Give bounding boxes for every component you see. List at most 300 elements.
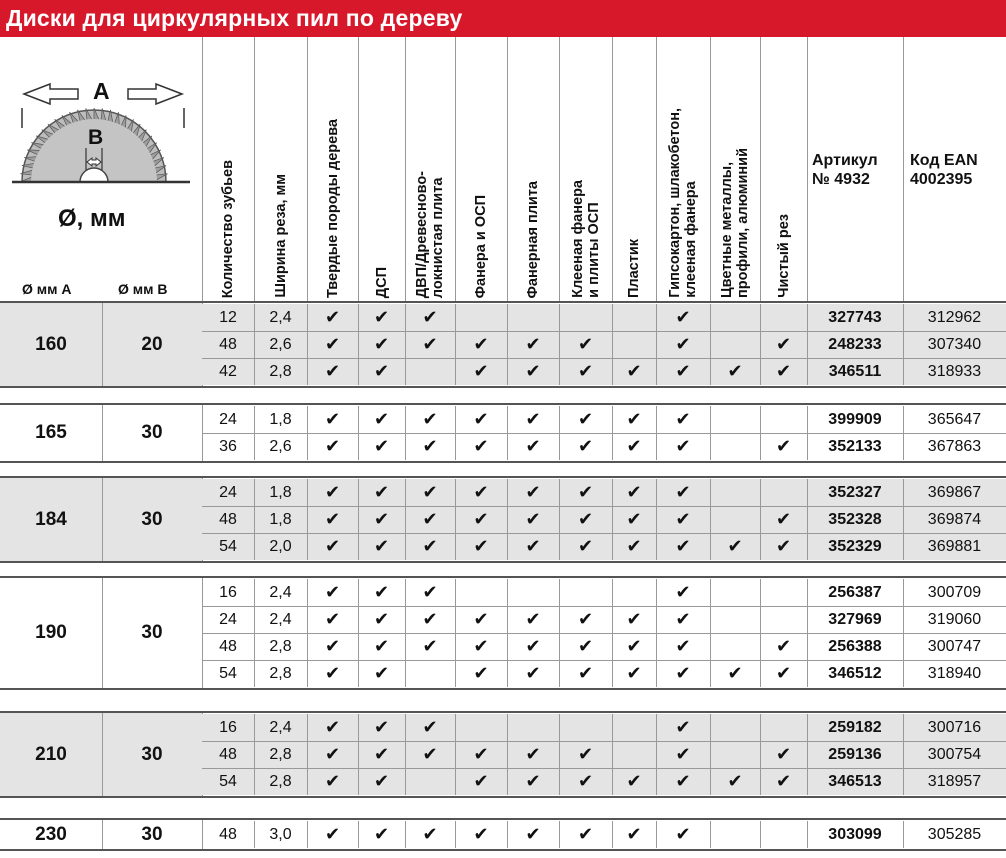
mark-cell-chipboard: ✔ bbox=[358, 533, 405, 560]
table-row bbox=[0, 304, 1006, 331]
cell-divider bbox=[307, 433, 308, 460]
cell-divider bbox=[760, 660, 761, 687]
mark-cell-nonferrous: ✔ bbox=[710, 768, 760, 795]
cell-divider bbox=[760, 479, 761, 506]
page-title: Диски для циркулярных пил по дереву bbox=[0, 0, 1006, 37]
cell-divider bbox=[612, 821, 613, 848]
mark-cell-clean-cut: ✔ bbox=[760, 533, 807, 560]
width-cell: 2,6 bbox=[254, 331, 307, 358]
mark-cell-chipboard: ✔ bbox=[373, 636, 390, 656]
cell-divider bbox=[254, 331, 255, 358]
diameter-label: Ø, мм bbox=[58, 205, 126, 232]
header-plywood-osb bbox=[455, 40, 507, 298]
saw-tooth bbox=[48, 227, 55, 240]
ean-cell: 318957 bbox=[903, 768, 1006, 795]
article-cell: 399909 bbox=[828, 410, 882, 428]
mark-cell-chipboard: ✔ bbox=[373, 824, 390, 844]
row-divider bbox=[202, 533, 1006, 534]
table-row bbox=[0, 821, 1006, 848]
mark-cell-plywood-osb bbox=[455, 304, 507, 331]
cell-divider bbox=[807, 660, 808, 687]
cell-divider bbox=[760, 533, 761, 560]
cell-divider bbox=[656, 533, 657, 560]
mark-cell-hardwood: ✔ bbox=[324, 436, 341, 456]
ean-cell: 300754 bbox=[903, 741, 1006, 768]
mark-cell-glued-plywood bbox=[559, 579, 612, 606]
mark-cell-plasterboard: ✔ bbox=[675, 409, 691, 429]
cell-divider bbox=[358, 606, 359, 633]
saw-tooth bbox=[147, 209, 160, 214]
mark-cell-plasterboard: ✔ bbox=[656, 331, 710, 358]
cell-divider bbox=[710, 331, 711, 358]
saw-tooth bbox=[144, 215, 157, 221]
mark-cell-plasterboard: ✔ bbox=[675, 436, 691, 456]
cell-divider bbox=[559, 358, 560, 385]
cell-divider bbox=[760, 406, 761, 433]
mark-cell-plywood-osb: ✔ bbox=[455, 533, 507, 560]
header-divider bbox=[507, 37, 508, 301]
cell-divider bbox=[307, 304, 308, 331]
header-divider bbox=[559, 37, 560, 301]
cell-divider bbox=[656, 714, 657, 741]
cell-divider bbox=[903, 358, 904, 385]
mark-cell-nonferrous bbox=[710, 606, 760, 633]
mark-cell-glued-plywood: ✔ bbox=[577, 663, 594, 683]
cell-divider bbox=[559, 533, 560, 560]
header-divider bbox=[807, 37, 808, 301]
col-a-header: Ø мм A bbox=[22, 281, 72, 297]
cell-divider bbox=[307, 406, 308, 433]
cell-divider bbox=[760, 714, 761, 741]
article-cell: 259136 bbox=[807, 741, 903, 768]
mark-cell-glued-plywood bbox=[559, 714, 612, 741]
mark-cell-clean-cut bbox=[760, 714, 807, 741]
table-row bbox=[0, 331, 1006, 358]
cell-divider bbox=[358, 768, 359, 795]
width-cell: 2,4 bbox=[269, 583, 292, 601]
header-divider bbox=[612, 37, 613, 301]
teeth-cell: 54 bbox=[219, 664, 237, 682]
ean-cell: 369867 bbox=[903, 479, 1006, 506]
cell-divider bbox=[455, 821, 456, 848]
cell-divider bbox=[656, 821, 657, 848]
cell-divider bbox=[455, 741, 456, 768]
table-row bbox=[0, 768, 1006, 795]
cell-divider bbox=[612, 606, 613, 633]
group-bottom-rule bbox=[0, 461, 1006, 463]
mark-cell-hardwood: ✔ bbox=[324, 409, 341, 429]
saw-tooth bbox=[69, 239, 74, 240]
cell-divider bbox=[455, 606, 456, 633]
cell-divider bbox=[807, 433, 808, 460]
cell-divider bbox=[903, 714, 904, 741]
table-row bbox=[0, 506, 1006, 533]
header-glued-plywood bbox=[559, 40, 612, 298]
mark-cell-glued-plywood: ✔ bbox=[577, 609, 594, 629]
teeth-cell: 24 bbox=[219, 410, 237, 428]
mark-cell-plywood-osb bbox=[455, 579, 507, 606]
cell-divider bbox=[455, 331, 456, 358]
mark-cell-plastic: ✔ bbox=[612, 506, 656, 533]
diameter-b-value: 20 bbox=[102, 303, 202, 386]
width-cell: 2,8 bbox=[254, 358, 307, 385]
size-group bbox=[0, 476, 1006, 563]
mark-cell-chipboard: ✔ bbox=[358, 506, 405, 533]
header-clean-cut bbox=[760, 40, 807, 298]
header-divider bbox=[710, 37, 711, 301]
mark-cell-plywood-plate bbox=[507, 579, 559, 606]
mark-cell-hardwood: ✔ bbox=[324, 636, 341, 656]
cell-divider bbox=[358, 579, 359, 606]
table-row bbox=[0, 606, 1006, 633]
cell-divider bbox=[507, 606, 508, 633]
mark-cell-clean-cut: ✔ bbox=[760, 741, 807, 768]
cell-divider bbox=[807, 304, 808, 331]
mark-cell-plywood-osb bbox=[455, 714, 507, 741]
group-bottom-rule bbox=[0, 849, 1006, 851]
mark-cell-plasterboard: ✔ bbox=[675, 636, 691, 656]
cell-divider bbox=[760, 506, 761, 533]
mark-cell-glued-plywood bbox=[559, 304, 612, 331]
saw-tooth bbox=[31, 210, 41, 221]
mark-cell-plywood-plate: ✔ bbox=[525, 663, 541, 683]
cell-divider bbox=[710, 821, 711, 848]
header-glued-plywood-text: Клееная фанера и плиты ОСП bbox=[569, 180, 602, 298]
mark-cell-nonferrous bbox=[710, 506, 760, 533]
cell-divider bbox=[760, 358, 761, 385]
cell-divider bbox=[612, 579, 613, 606]
cell-divider bbox=[760, 768, 761, 795]
mark-cell-chipboard: ✔ bbox=[358, 768, 405, 795]
article-cell: 352328 bbox=[807, 506, 903, 533]
diameter-a-value: 230 bbox=[35, 823, 67, 845]
cell-divider bbox=[358, 821, 359, 848]
cell-divider bbox=[807, 741, 808, 768]
cell-divider bbox=[559, 768, 560, 795]
mark-cell-plywood-osb: ✔ bbox=[473, 609, 489, 629]
mark-cell-clean-cut: ✔ bbox=[760, 331, 807, 358]
mark-cell-glued-plywood: ✔ bbox=[559, 331, 612, 358]
cell-divider bbox=[405, 579, 406, 606]
mark-cell-plywood-plate: ✔ bbox=[507, 479, 559, 506]
cell-divider bbox=[507, 821, 508, 848]
table-row bbox=[0, 533, 1006, 560]
header-divider bbox=[358, 37, 359, 301]
cell-divider bbox=[507, 741, 508, 768]
teeth-cell: 54 bbox=[202, 768, 254, 795]
cell-divider bbox=[559, 579, 560, 606]
cell-divider bbox=[807, 358, 808, 385]
cell-divider bbox=[807, 821, 808, 848]
header-divider bbox=[656, 37, 657, 301]
mark-cell-nonferrous bbox=[710, 304, 760, 331]
mark-cell-plasterboard: ✔ bbox=[656, 741, 710, 768]
ean-cell: 318940 bbox=[927, 664, 982, 682]
mark-cell-plywood-plate: ✔ bbox=[507, 331, 559, 358]
mark-cell-fiberboard: ✔ bbox=[422, 636, 438, 656]
article-cell: 346513 bbox=[807, 768, 903, 795]
ean-header bbox=[910, 151, 978, 189]
cell-divider bbox=[710, 741, 711, 768]
mark-cell-plastic: ✔ bbox=[626, 663, 642, 683]
mark-cell-hardwood: ✔ bbox=[307, 331, 358, 358]
width-cell: 2,8 bbox=[254, 768, 307, 795]
header-plywood-plate bbox=[507, 40, 559, 298]
diagram-label-a: A bbox=[93, 78, 110, 104]
article-cell: 256387 bbox=[828, 583, 882, 601]
cell-divider bbox=[612, 433, 613, 460]
cell-divider bbox=[656, 406, 657, 433]
cell-divider bbox=[656, 304, 657, 331]
cell-divider bbox=[455, 358, 456, 385]
header-plasterboard bbox=[656, 40, 710, 298]
saw-tooth bbox=[151, 202, 164, 207]
col-b-header: Ø мм B bbox=[118, 281, 168, 297]
cell-divider bbox=[254, 606, 255, 633]
mark-cell-nonferrous: ✔ bbox=[710, 533, 760, 560]
cell-divider bbox=[254, 506, 255, 533]
cell-divider bbox=[612, 506, 613, 533]
teeth-cell: 48 bbox=[202, 741, 254, 768]
teeth-cell: 16 bbox=[219, 583, 237, 601]
cell-divider bbox=[710, 633, 711, 660]
cell-divider bbox=[656, 331, 657, 358]
mark-cell-chipboard: ✔ bbox=[373, 436, 390, 456]
mark-cell-plasterboard: ✔ bbox=[675, 663, 691, 683]
cell-divider bbox=[254, 533, 255, 560]
cell-divider bbox=[307, 331, 308, 358]
cell-divider bbox=[612, 633, 613, 660]
mark-cell-plywood-osb: ✔ bbox=[473, 436, 489, 456]
cell-divider bbox=[612, 331, 613, 358]
diameter-b-value: 30 bbox=[141, 823, 163, 845]
mark-cell-fiberboard bbox=[405, 660, 455, 687]
cell-divider bbox=[559, 433, 560, 460]
cell-divider bbox=[358, 633, 359, 660]
mark-cell-plasterboard: ✔ bbox=[656, 768, 710, 795]
diameter-a-value: 184 bbox=[0, 478, 102, 561]
cell-divider bbox=[903, 433, 904, 460]
table-row bbox=[0, 741, 1006, 768]
mark-cell-fiberboard: ✔ bbox=[405, 714, 455, 741]
cell-divider bbox=[254, 358, 255, 385]
cell-divider bbox=[254, 406, 255, 433]
teeth-cell: 42 bbox=[202, 358, 254, 385]
cell-divider bbox=[903, 579, 904, 606]
mark-cell-clean-cut: ✔ bbox=[775, 436, 792, 456]
mark-cell-glued-plywood: ✔ bbox=[559, 479, 612, 506]
mark-cell-fiberboard: ✔ bbox=[405, 533, 455, 560]
mark-cell-clean-cut: ✔ bbox=[760, 358, 807, 385]
mark-cell-plywood-osb: ✔ bbox=[455, 506, 507, 533]
cell-divider bbox=[710, 579, 711, 606]
mark-cell-glued-plywood: ✔ bbox=[559, 741, 612, 768]
header-divider bbox=[254, 37, 255, 301]
cell-divider bbox=[807, 768, 808, 795]
cell-divider bbox=[405, 479, 406, 506]
size-group bbox=[0, 403, 1006, 463]
mark-cell-plastic: ✔ bbox=[626, 636, 642, 656]
article-cell: 327969 bbox=[828, 610, 882, 628]
cell-divider bbox=[405, 606, 406, 633]
cell-divider bbox=[807, 479, 808, 506]
cell-divider bbox=[507, 506, 508, 533]
cell-divider bbox=[507, 633, 508, 660]
mark-cell-glued-plywood: ✔ bbox=[577, 636, 594, 656]
cell-divider bbox=[760, 741, 761, 768]
cell-divider bbox=[254, 741, 255, 768]
ean-cell: 305285 bbox=[927, 825, 982, 843]
cell-divider bbox=[455, 768, 456, 795]
mark-cell-chipboard: ✔ bbox=[358, 331, 405, 358]
cell-divider bbox=[254, 579, 255, 606]
cell-divider bbox=[559, 633, 560, 660]
cell-divider bbox=[405, 821, 406, 848]
cell-divider bbox=[710, 768, 711, 795]
width-cell: 2,4 bbox=[254, 304, 307, 331]
table-row bbox=[0, 714, 1006, 741]
cell-divider bbox=[903, 821, 904, 848]
mark-cell-hardwood: ✔ bbox=[324, 582, 341, 602]
cell-divider bbox=[807, 633, 808, 660]
ean-cell: 300709 bbox=[927, 583, 982, 601]
mark-cell-plywood-osb: ✔ bbox=[473, 636, 489, 656]
cell-divider bbox=[710, 406, 711, 433]
cell-divider bbox=[405, 358, 406, 385]
mark-cell-hardwood: ✔ bbox=[307, 533, 358, 560]
cell-divider bbox=[254, 714, 255, 741]
mark-cell-fiberboard: ✔ bbox=[422, 436, 438, 456]
header-divider bbox=[455, 37, 456, 301]
cell-divider bbox=[405, 660, 406, 687]
article-cell: 352133 bbox=[828, 437, 882, 455]
cell-divider bbox=[656, 579, 657, 606]
mark-cell-plywood-plate: ✔ bbox=[507, 741, 559, 768]
teeth-cell: 24 bbox=[219, 610, 237, 628]
cell-divider bbox=[710, 358, 711, 385]
mark-cell-chipboard: ✔ bbox=[358, 304, 405, 331]
ean-cell: 307340 bbox=[903, 331, 1006, 358]
mark-cell-nonferrous bbox=[710, 331, 760, 358]
cell-divider bbox=[903, 304, 904, 331]
table-row bbox=[0, 479, 1006, 506]
article-header bbox=[812, 151, 878, 189]
table-row bbox=[0, 358, 1006, 385]
cell-divider bbox=[656, 506, 657, 533]
cell-divider bbox=[405, 533, 406, 560]
cell-divider bbox=[656, 433, 657, 460]
mark-cell-chipboard: ✔ bbox=[358, 741, 405, 768]
mark-cell-fiberboard: ✔ bbox=[405, 506, 455, 533]
width-cell: 2,8 bbox=[269, 664, 292, 682]
row-divider bbox=[202, 660, 1006, 661]
header-clean-cut-text: Чистый рез bbox=[775, 214, 792, 298]
cell-divider bbox=[254, 633, 255, 660]
cell-divider bbox=[507, 331, 508, 358]
mark-cell-clean-cut: ✔ bbox=[775, 636, 792, 656]
diameter-a-value: 210 bbox=[0, 713, 102, 796]
cell-divider bbox=[358, 433, 359, 460]
mark-cell-plastic: ✔ bbox=[626, 609, 642, 629]
mark-cell-plywood-plate: ✔ bbox=[525, 636, 541, 656]
mark-cell-plastic bbox=[612, 304, 656, 331]
diagram-label-b: B bbox=[88, 126, 104, 149]
header-nonferrous-text: Цветные металлы, профили, алюминий bbox=[719, 148, 751, 298]
cell-divider bbox=[507, 714, 508, 741]
cell-divider bbox=[358, 533, 359, 560]
cell-divider bbox=[307, 660, 308, 687]
cell-divider bbox=[760, 633, 761, 660]
cell-divider bbox=[559, 821, 560, 848]
size-group bbox=[0, 576, 1006, 690]
ean-cell: 318933 bbox=[903, 358, 1006, 385]
cell-divider bbox=[903, 660, 904, 687]
article-cell: 346511 bbox=[807, 358, 903, 385]
cell-divider bbox=[760, 331, 761, 358]
header-divider bbox=[202, 37, 203, 301]
mark-cell-plasterboard: ✔ bbox=[656, 714, 710, 741]
mark-cell-fiberboard: ✔ bbox=[422, 609, 438, 629]
header-chipboard bbox=[358, 40, 405, 298]
cell-divider bbox=[358, 506, 359, 533]
cell-divider bbox=[358, 358, 359, 385]
cell-divider bbox=[612, 406, 613, 433]
mark-cell-hardwood: ✔ bbox=[324, 824, 341, 844]
cell-divider bbox=[254, 479, 255, 506]
cell-divider bbox=[559, 479, 560, 506]
cell-divider bbox=[405, 714, 406, 741]
mark-cell-nonferrous: ✔ bbox=[727, 663, 743, 683]
table-row bbox=[0, 433, 1006, 460]
cell-divider bbox=[559, 506, 560, 533]
mark-cell-plasterboard: ✔ bbox=[656, 358, 710, 385]
mark-cell-plasterboard: ✔ bbox=[675, 609, 691, 629]
mark-cell-plasterboard: ✔ bbox=[656, 479, 710, 506]
article-header-text: Артикул № 4932 bbox=[812, 152, 878, 188]
mark-cell-fiberboard: ✔ bbox=[405, 304, 455, 331]
cell-divider bbox=[559, 660, 560, 687]
mark-cell-fiberboard: ✔ bbox=[422, 409, 438, 429]
mark-cell-nonferrous bbox=[710, 714, 760, 741]
cell-divider bbox=[807, 714, 808, 741]
diameter-a-value: 160 bbox=[0, 303, 102, 386]
saw-tooth bbox=[116, 238, 126, 240]
cell-divider bbox=[405, 506, 406, 533]
cell-divider bbox=[405, 433, 406, 460]
saw-tooth bbox=[153, 196, 166, 201]
mark-cell-glued-plywood: ✔ bbox=[559, 768, 612, 795]
size-group bbox=[0, 711, 1006, 798]
cell-divider bbox=[307, 714, 308, 741]
saw-tooth bbox=[24, 197, 35, 206]
cell-divider bbox=[903, 768, 904, 795]
mark-cell-plasterboard: ✔ bbox=[675, 824, 691, 844]
cell-divider bbox=[507, 304, 508, 331]
mark-cell-plywood-plate bbox=[507, 304, 559, 331]
width-cell: 2,6 bbox=[269, 437, 292, 455]
mark-cell-plastic: ✔ bbox=[612, 768, 656, 795]
mark-cell-plywood-osb: ✔ bbox=[473, 824, 489, 844]
diameter-a-value: 165 bbox=[35, 422, 67, 443]
cell-divider bbox=[307, 506, 308, 533]
mark-cell-plasterboard: ✔ bbox=[656, 533, 710, 560]
mark-cell-clean-cut bbox=[760, 406, 807, 433]
row-divider bbox=[202, 358, 1006, 359]
cell-divider bbox=[710, 606, 711, 633]
mark-cell-hardwood: ✔ bbox=[307, 768, 358, 795]
ean-cell: 369874 bbox=[903, 506, 1006, 533]
cell-divider bbox=[656, 741, 657, 768]
